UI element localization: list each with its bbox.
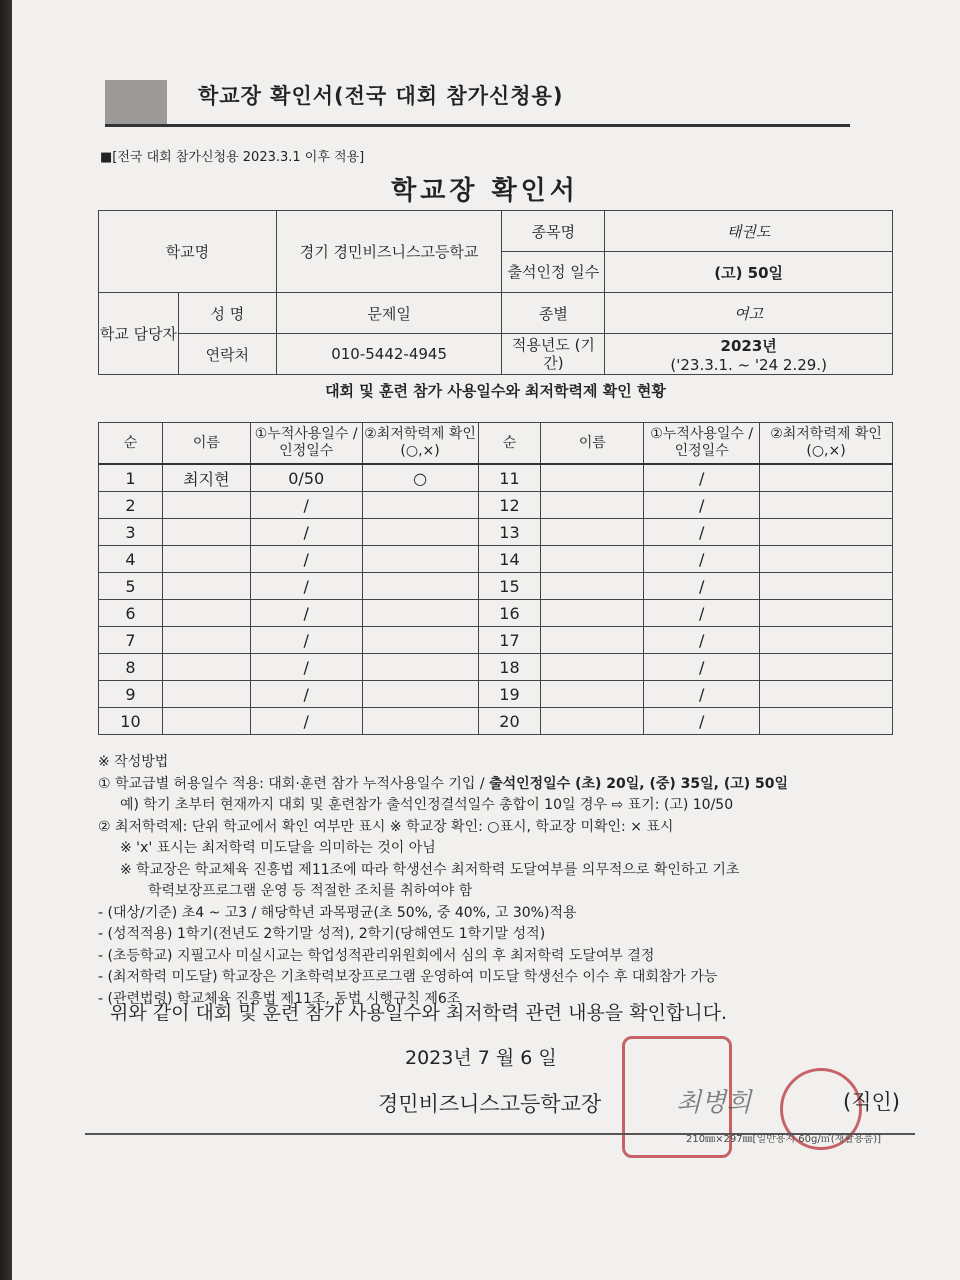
table-row [99,546,893,573]
row-days: 0/50 [250,464,362,492]
col-header-check: ②최저학력제 확인(○,×) [362,423,478,465]
row-days-right: / [644,654,760,681]
table-row [99,627,893,654]
row-name-right [541,600,644,627]
sport-value: 태권도 [605,211,893,252]
document-title: 학교장 확인서 [391,176,579,206]
row-days: / [250,708,362,735]
info-table [98,210,893,375]
row-name-right [541,546,644,573]
row-days: / [250,492,362,519]
year-label: 적용년도 (기간) [502,334,605,375]
row-name [162,654,250,681]
row-days: / [250,546,362,573]
signer-title: 경민비즈니스고등학교장 [378,1092,602,1116]
note-2-sub1: ※ 'x' 표시는 최저학력 미도달을 의미하는 것이 아님 [120,840,436,856]
row-days-right: / [644,573,760,600]
row-no-right: 12 [478,492,541,519]
row-name-right [541,654,644,681]
table-row [99,464,893,492]
division-label: 종별 [502,293,605,334]
note-heading: ※ 작성방법 [98,754,169,770]
row-days-right: / [644,464,760,492]
table-row [99,519,893,546]
row-name [162,708,250,735]
row-days: / [250,573,362,600]
instructions [98,752,918,1010]
row-check [362,600,478,627]
note-2-sub2: ※ 학교장은 학교체육 진흥법 제11조에 따라 학생선수 최저학력 도달여부를 의무적으로 확인하고 기초 [120,861,740,878]
row-no: 6 [99,600,163,627]
row-days: / [250,654,362,681]
table-row [99,708,893,735]
row-name [162,519,250,546]
row-days-right: / [644,600,760,627]
row-days: / [250,681,362,708]
row-check [362,681,478,708]
signature: 최병희 [676,1088,752,1118]
row-check [362,708,478,735]
note-below-min: - (최저학력 미도달) 학교장은 기초학력보장프로그램 운영하여 미도달 학생선수 이수 후 대회참가 가능 [98,969,718,985]
row-days: / [250,600,362,627]
row-check-right [760,464,893,492]
confirm-statement: 위와 같이 대회 및 훈련 참가 사용일수와 최저학력 관련 내용을 확인합니다. [110,1002,728,1024]
table-row [99,654,893,681]
section-title: 대회 및 훈련 참가 사용일수와 최저학력제 확인 현황 [325,382,666,400]
row-check [362,573,478,600]
row-days-right: / [644,492,760,519]
row-no-right: 13 [478,519,541,546]
col-header-days-right: ①누적사용일수 /인정일수 [644,423,760,465]
row-no-right: 17 [478,627,541,654]
table-row [99,492,893,519]
row-check-right [760,654,893,681]
row-check-right [760,681,893,708]
col-header-check-right: ②최저학력제 확인(○,×) [760,423,893,465]
row-no: 1 [99,464,163,492]
row-name-right [541,519,644,546]
period-value: ('23.3.1. ~ '24 2.29.) [670,355,827,374]
row-name-right [541,492,644,519]
row-check: ○ [362,464,478,492]
row-days-right: / [644,546,760,573]
name-label: 성 명 [178,293,276,334]
row-name [162,627,250,654]
row-days-right: / [644,681,760,708]
row-no-right: 18 [478,654,541,681]
note-1-bold: 출석인정일수 (초) 20일, (중) 35일, (고) 50일 [489,775,789,792]
row-no-right: 19 [478,681,541,708]
table-row [99,681,893,708]
row-check-right [760,492,893,519]
issue-date: 2023년 7 월 6 일 [405,1047,557,1069]
row-name-right [541,573,644,600]
row-check-right [760,600,893,627]
school-label: 학교명 [99,211,277,293]
row-name-right [541,708,644,735]
row-name [162,546,250,573]
row-no: 2 [99,492,163,519]
row-no: 5 [99,573,163,600]
contact-value: 010-5442-4945 [276,334,502,375]
note-law: - (관련법령) 학교체육 진흥법 제11조, 동법 시행규칙 제6조 [98,990,461,1007]
note-elementary: - (초등학교) 지필고사 미실시교는 학업성적관리위원회에서 심의 후 최저학력 도달여부 결정 [98,947,655,964]
row-check-right [760,519,893,546]
participation-table [98,422,893,735]
row-check-right [760,573,893,600]
year-value: 2023년 [720,336,777,355]
row-days-right: / [644,519,760,546]
note-grades: - (성적적용) 1학기(전년도 2학기말 성적), 2학기(당해연도 1학기말 성적) [98,926,546,942]
col-header-name-right: 이름 [541,423,644,465]
attendance-label: 출석인정 일수 [502,252,605,293]
row-no-right: 14 [478,546,541,573]
note-2: ② 최저학력제: 단위 학교에서 확인 여부만 표시 ※ 학교장 확인: ○표시, 학교장 미확인: × 표시 [98,818,674,835]
row-no: 7 [99,627,163,654]
row-check [362,627,478,654]
row-days: / [250,519,362,546]
row-check [362,654,478,681]
row-days-right: / [644,627,760,654]
table-row [99,573,893,600]
row-no: 10 [99,708,163,735]
row-days-right: / [644,708,760,735]
note-example: 예) 학기 초부터 현재까지 대회 및 훈련참가 출석인정결석일수 총합이 10일 경우 ⇨ 표기: (고) 10/50 [120,797,734,813]
row-name: 최지현 [162,464,250,492]
name-value: 문제일 [276,293,502,334]
year-cell [605,334,893,375]
header-title: 학교장 확인서(전국 대회 참가신청용) [198,84,564,108]
row-no: 4 [99,546,163,573]
note-target: - (대상/기준) 초4 ~ 고3 / 해당학년 과목평균(초 50%, 중 40%, 고 30%)적용 [98,904,577,921]
row-check-right [760,627,893,654]
row-check [362,546,478,573]
applied-note: ■[전국 대회 참가신청용 2023.3.1 이후 적용] [100,150,365,165]
col-header-name: 이름 [162,423,250,465]
note-2-sub2-cont: 학력보장프로그램 운영 등 적절한 조치를 취하여야 함 [148,883,473,899]
row-no-right: 20 [478,708,541,735]
row-name [162,573,250,600]
seal-label: (직인) [843,1090,900,1114]
row-no-right: 16 [478,600,541,627]
attendance-value: (고) 50일 [605,252,893,293]
row-no: 8 [99,654,163,681]
row-no: 9 [99,681,163,708]
row-check [362,519,478,546]
row-name-right [541,627,644,654]
row-days: / [250,627,362,654]
col-header-no-right: 순 [478,423,541,465]
contact-label: 연락처 [178,334,276,375]
note-1: ① 학교급별 허용일수 적용: 대회·훈련 참가 누적사용일수 기입 / 출석인정일수 (초) 20일, (중) 35일, (고) 50일 [98,775,789,792]
table-row [99,600,893,627]
row-name [162,681,250,708]
row-name [162,600,250,627]
row-name-right [541,464,644,492]
row-name [162,492,250,519]
row-check [362,492,478,519]
division-value: 여고 [605,293,893,334]
row-no-right: 11 [478,464,541,492]
header-gray-block [105,80,167,124]
col-header-no: 순 [99,423,163,465]
sport-label: 종목명 [502,211,605,252]
col-header-days: ①누적사용일수 /인정일수 [250,423,362,465]
row-no-right: 15 [478,573,541,600]
school-value: 경기 경민비즈니스고등학교 [276,211,502,293]
row-name-right [541,681,644,708]
manager-label: 학교 담당자 [99,293,179,375]
header-underline [105,124,850,127]
paper-spec: 210㎜×297㎜[일반용지 60g/㎡(재활용품)] [686,1134,882,1145]
row-check-right [760,546,893,573]
row-check-right [760,708,893,735]
row-no: 3 [99,519,163,546]
